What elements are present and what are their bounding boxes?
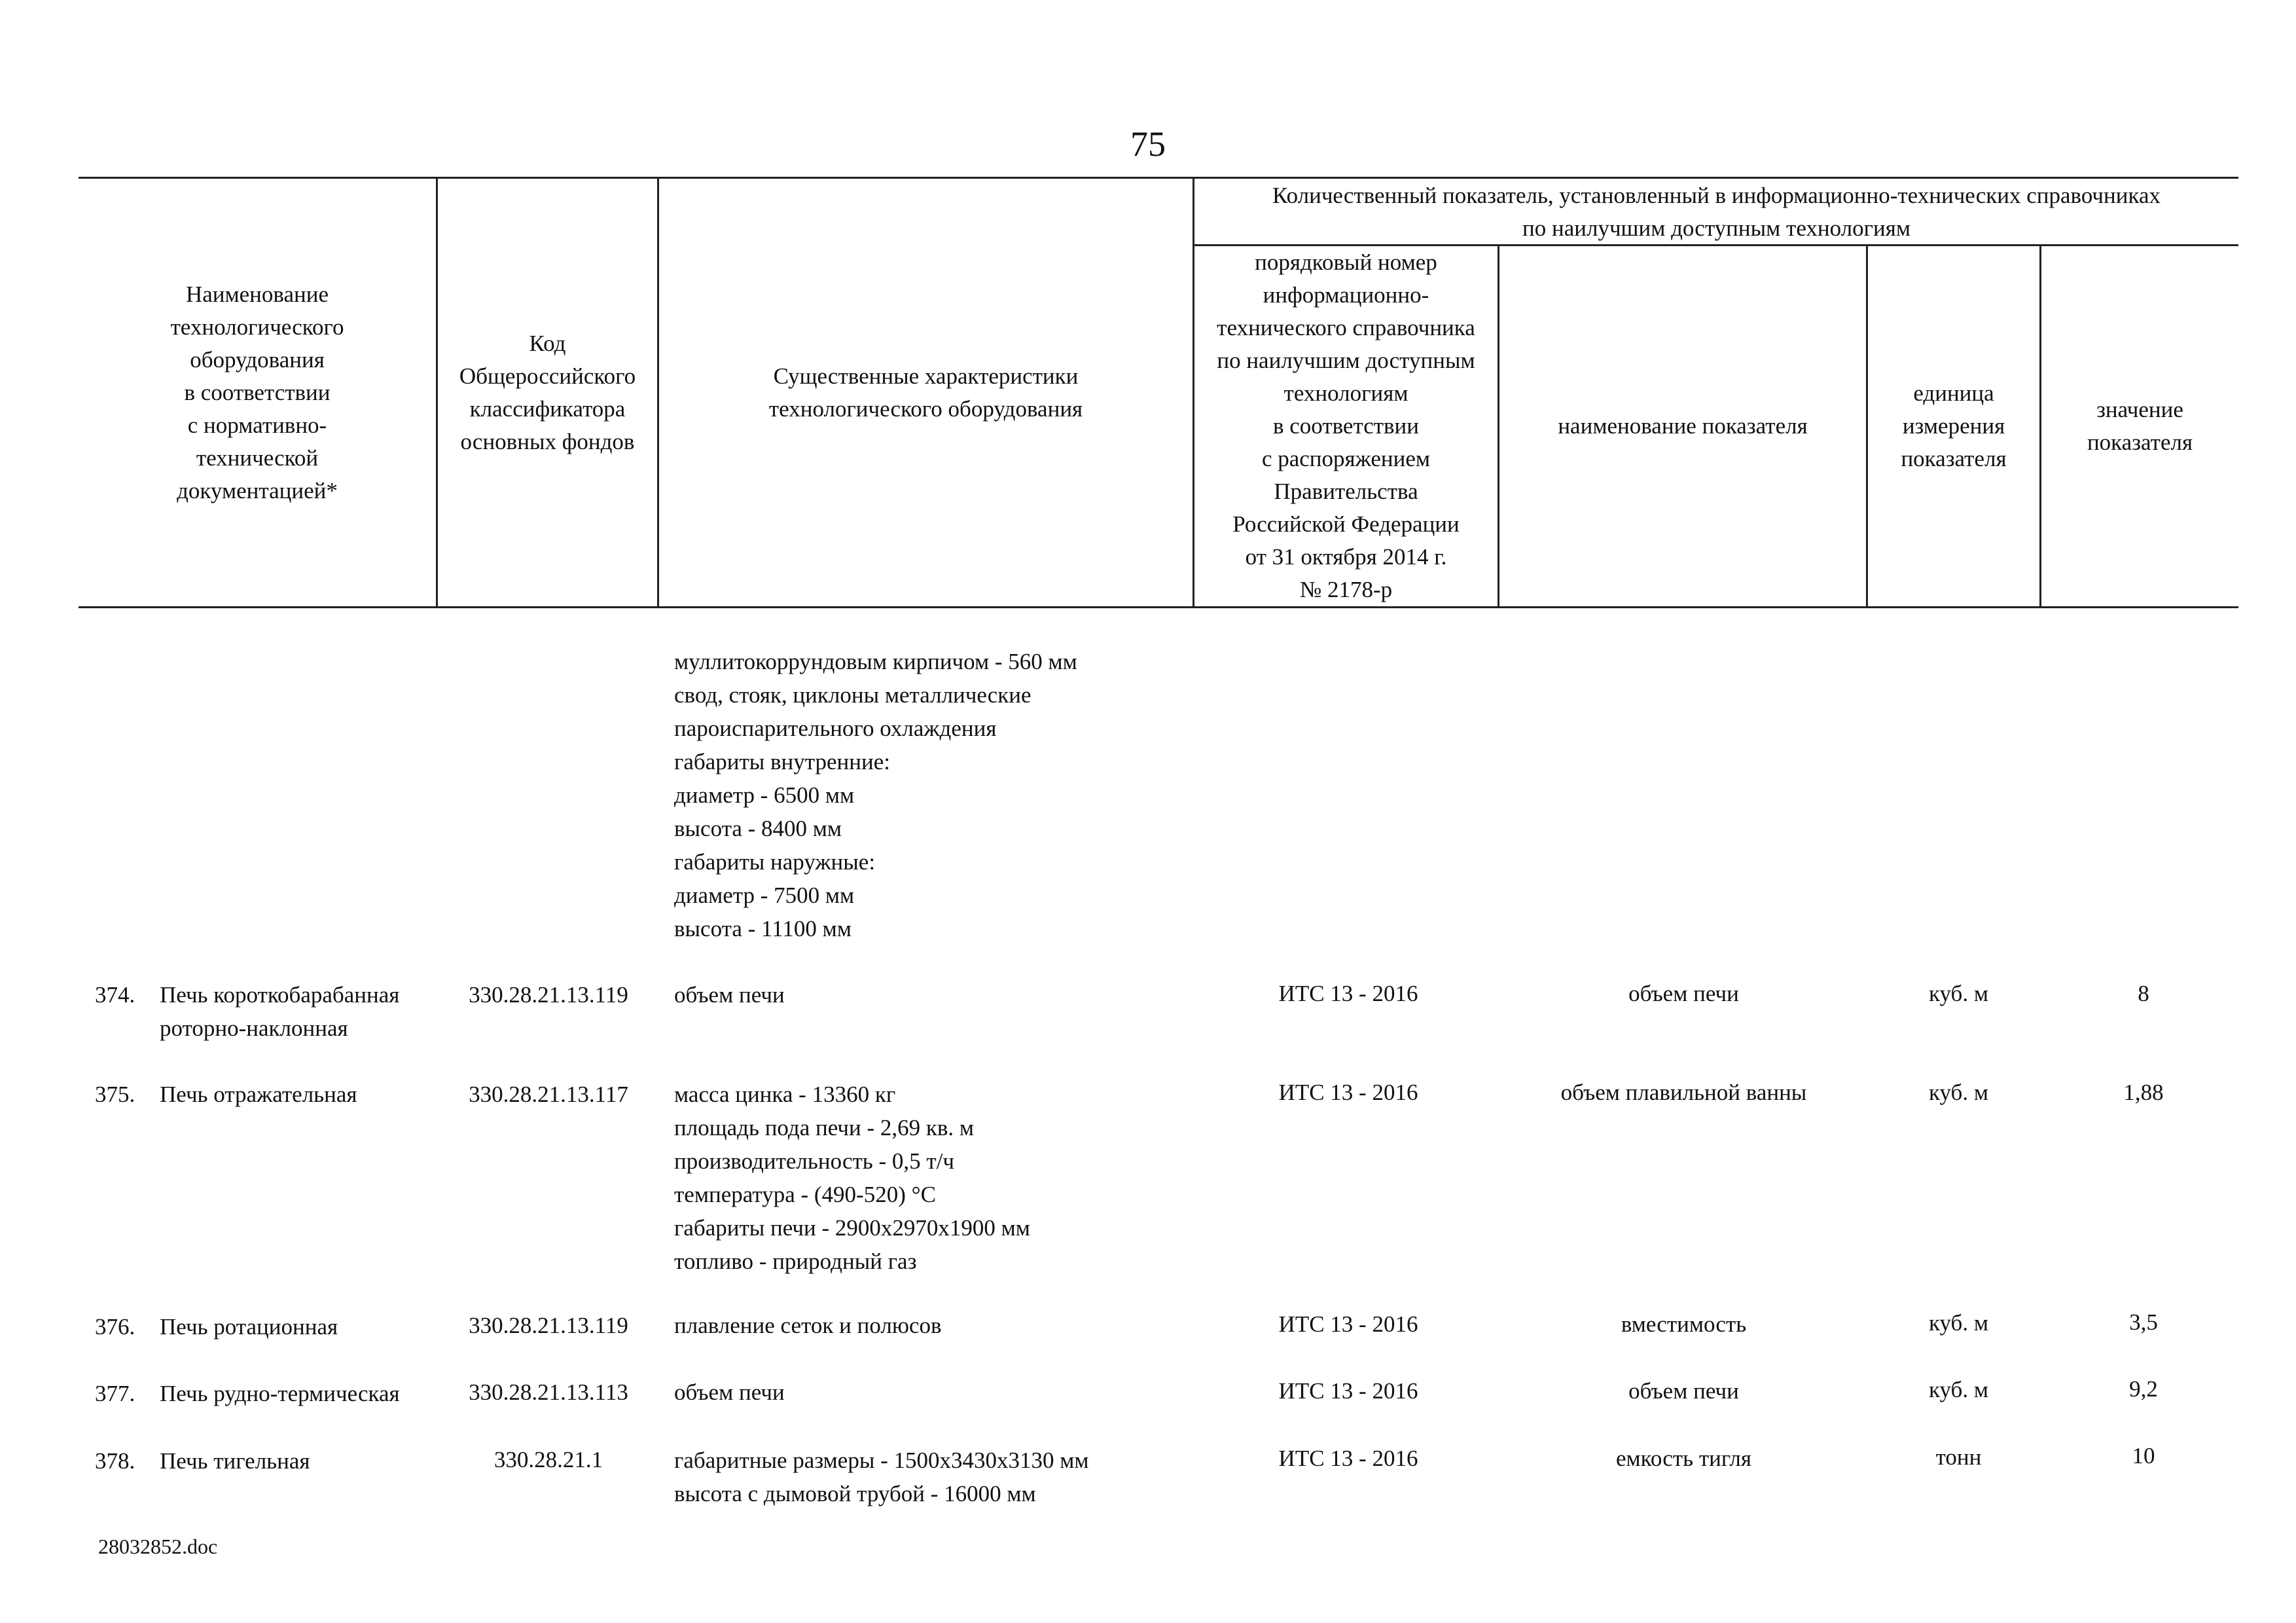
indicator-name: объем печи <box>1628 1378 1739 1404</box>
characteristics: габаритные размеры - 1500x3430x3130 мм высота с дымовой трубой - 16000 мм <box>674 1448 1089 1506</box>
equipment-name: Печь ротационная <box>160 1314 338 1340</box>
header-col-characteristics: Существенные характеристики технологического оборудования <box>768 363 1083 422</box>
row-number: 375. <box>95 1082 135 1107</box>
its-number: ИТС 13 - 2016 <box>1278 1080 1418 1105</box>
indicator-name: вместимость <box>1621 1311 1747 1337</box>
header-col-its-number: порядковый номер информационно- технического справочника по наилучшим доступным технологиям в соответствии с распоряжением Правительства Российской Федерации от 31 октября 2014 г. № 2178-р <box>1217 249 1475 602</box>
okof-code: 330.28.21.13.119 <box>469 1313 628 1338</box>
row-number: 374. <box>95 982 135 1008</box>
header-col-name: Наименование технологического оборудования в соответствии с нормативно- технической документацией* <box>170 281 344 503</box>
characteristics: плавление сеток и полюсов <box>674 1313 942 1338</box>
okof-code: 330.28.21.13.113 <box>469 1379 628 1405</box>
table-header <box>79 177 2238 609</box>
its-number: ИТС 13 - 2016 <box>1278 981 1418 1006</box>
indicator-name: объем печи <box>1628 981 1739 1006</box>
row-number: 377. <box>95 1381 135 1406</box>
indicator-unit: куб. м <box>1928 1080 1988 1105</box>
indicator-value: 10 <box>2132 1443 2155 1468</box>
document-footer: 28032852.doc <box>98 1535 218 1558</box>
its-number: ИТС 13 - 2016 <box>1278 1311 1418 1337</box>
okof-code: 330.28.21.13.117 <box>469 1082 628 1107</box>
equipment-name: Печь короткобарабанная роторно-наклонная <box>160 982 400 1041</box>
header-col-value: значение показателя <box>2087 397 2193 455</box>
header-col-unit: единица измерения показателя <box>1901 380 2007 471</box>
indicator-unit: куб. м <box>1928 1310 1988 1336</box>
indicator-name: емкость тигля <box>1616 1446 1751 1471</box>
okof-code: 330.28.21.13.119 <box>469 982 628 1008</box>
header-col-indicator: наименование показателя <box>1558 413 1808 439</box>
indicator-value: 3,5 <box>2129 1309 2158 1335</box>
row-number: 376. <box>95 1314 135 1340</box>
indicator-value: 1,88 <box>2123 1080 2164 1105</box>
continuation-characteristics: муллитокоррундовым кирпичом - 560 мм свод, стояк, циклоны металлические пароиспарительного охлаждения габариты внутренние: диаметр - 6500 мм высота - 8400 мм габариты наружные: диаметр - 7500 мм высота - 11100 мм <box>674 649 1077 941</box>
header-col-code: Код Общероссийского классификатора основных фондов <box>459 330 636 454</box>
row-number: 378. <box>95 1448 135 1474</box>
indicator-name: объем плавильной ванны <box>1560 1080 1807 1105</box>
header-col-group: Количественный показатель, установленный в информационно-технических справочниках по наилучшим доступным технологиям <box>1272 182 2161 241</box>
indicator-unit: куб. м <box>1928 981 1988 1006</box>
its-number: ИТС 13 - 2016 <box>1278 1378 1418 1404</box>
characteristics: масса цинка - 13360 кг площадь пода печи - 2,69 кв. м производительность - 0,5 т/ч температура - (490-520) °C габариты печи - 2900x2970x1900 мм топливо - природный газ <box>674 1082 1030 1274</box>
indicator-unit: тонн <box>1935 1444 1982 1470</box>
characteristics: объем печи <box>674 1379 785 1405</box>
indicator-value: 9,2 <box>2129 1376 2158 1402</box>
indicator-value: 8 <box>2138 981 2149 1006</box>
equipment-name: Печь рудно-термическая <box>160 1381 400 1406</box>
indicator-unit: куб. м <box>1928 1377 1988 1402</box>
okof-code: 330.28.21.1 <box>493 1447 603 1472</box>
characteristics: объем печи <box>674 982 785 1008</box>
page-number: 75 <box>1130 124 1166 164</box>
equipment-name: Печь отражательная <box>160 1082 357 1107</box>
header-bottom-rule <box>79 606 2238 608</box>
equipment-name: Печь тигельная <box>160 1448 310 1474</box>
its-number: ИТС 13 - 2016 <box>1278 1446 1418 1471</box>
